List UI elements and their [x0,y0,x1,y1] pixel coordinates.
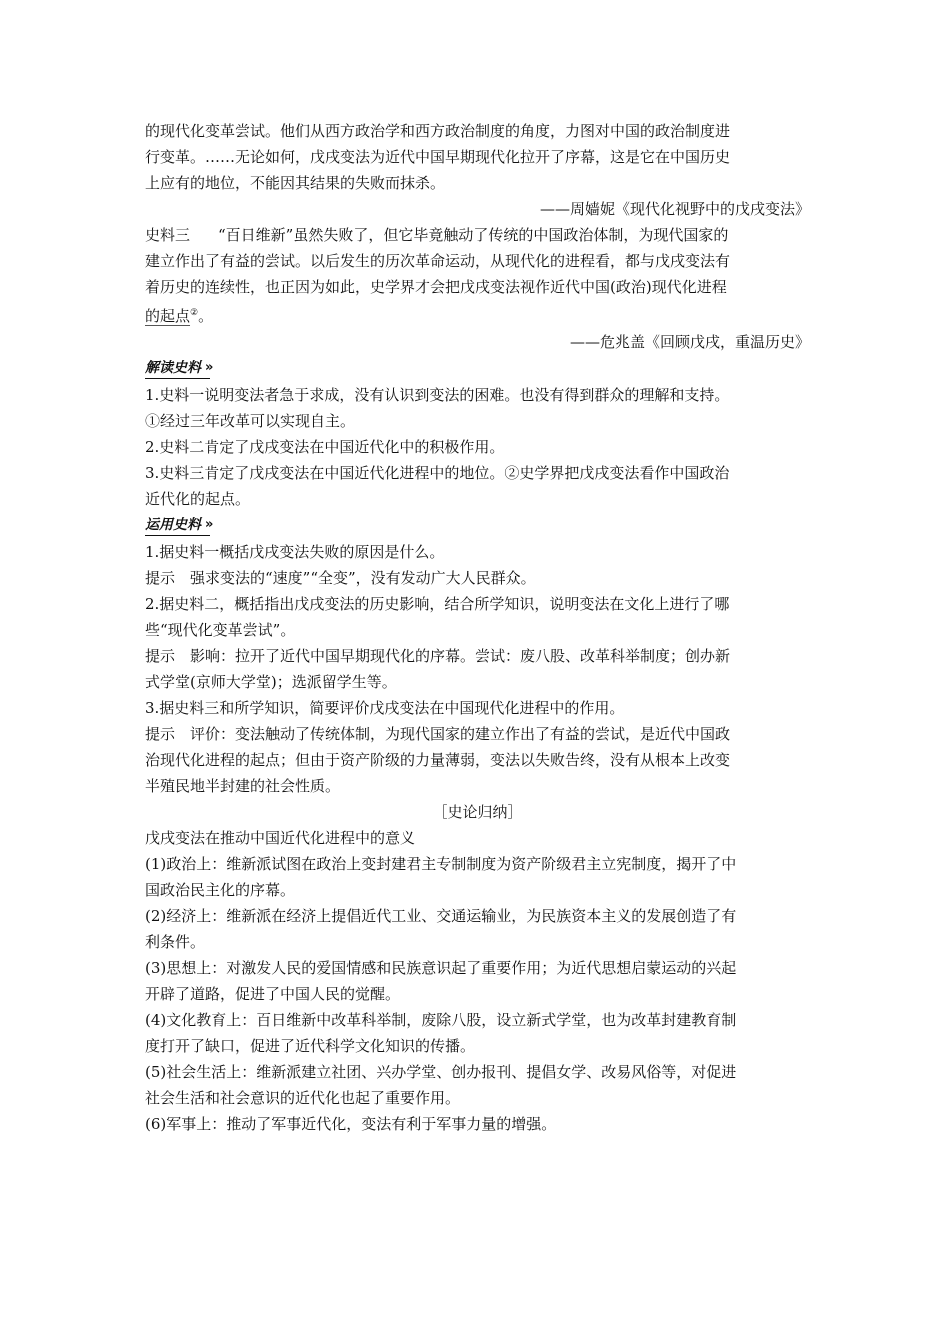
material-three-line: 的起点②。 [145,307,214,325]
summary-line: (6)军事上：推动了军事近代化，变法有利于军事力量的增强。 [145,1115,557,1133]
document-page [145,118,810,1137]
summary-line: 开辟了道路，促进了中国人民的觉醒。 [145,985,401,1003]
double-chevron-icon: » [205,360,211,375]
summary-line: (5)社会生活上：维新派建立社团、兴办学堂、创办报刊、提倡女学、改易风俗等，对促进 [145,1063,737,1081]
material-three-line: 史料三 “百日维新”虽然失败了，但它毕竟触动了传统的中国政治体制，为现代国家的 [145,226,729,244]
material-three-label: 史料三 [145,226,191,244]
interpret-line: 3.史料三肯定了戊戌变法在中国近代化进程中的地位。②史学界把戊戌变法看作中国政治 [145,464,730,482]
material-three-line: 建立作出了有益的尝试。以后发生的历次革命运动，从现代化的进程看，都与戊戌变法有 [145,252,731,270]
interpret-heading: 解读史料 » [145,358,210,379]
apply-line: 些“现代化变革尝试”。 [145,621,296,639]
summary-line: (2)经济上：维新派在经济上提倡近代工业、交通运输业，为民族资本主义的发展创造了有 [145,907,737,925]
source-citation-three: ——危兆盖《回顾戊戌，重温历史》 [569,333,810,351]
interpret-line: 1.史料一说明变法者急于求成，没有认识到变法的困难。也没有得到群众的理解和支持。 [145,386,730,404]
apply-line: 式学堂(京师大学堂)；选派留学生等。 [145,673,397,691]
summary-line: 戊戌变法在推动中国近代化进程中的意义 [145,829,416,847]
summary-line: (1)政治上：维新派试图在政治上变封建君主专制制度为资产阶级君主立宪制度，揭开了中 [145,855,737,873]
apply-line: 1.据史料一概括戊戌变法失败的原因是什么。 [145,543,445,561]
apply-line: 半殖民地半封建的社会性质。 [145,777,341,795]
double-chevron-icon: » [205,517,211,532]
apply-line: 3.据史料三和所学知识，简要评价戊戌变法在中国现代化进程中的作用。 [145,699,625,717]
interpret-line: 2.史料二肯定了戊戌变法在中国近代化中的积极作用。 [145,438,505,456]
starting-point-text: 的起点 [145,307,191,325]
intro-line: 的现代化变革尝试。他们从西方政治学和西方政治制度的角度，力图对中国的政治制度进 [145,122,731,140]
source-citation-two: ——周嫱妮《现代化视野中的戊戌变法》 [539,200,810,218]
apply-line: 提示 强求变法的“速度”“全变”，没有发动广大人民群众。 [145,569,536,587]
summary-line: 国政治民主化的序幕。 [145,881,296,899]
footnote-mark: ② [190,308,199,318]
summary-line: (4)文化教育上：百日维新中改革科举制，废除八股，设立新式学堂，也为改革封建教育制 [145,1011,737,1029]
apply-line: 2.据史料二，概括指出戊戌变法的历史影响，结合所学知识，说明变法在文化上进行了哪 [145,595,730,613]
summary-line: 利条件。 [145,933,206,951]
interpret-line: 近代化的起点。 [145,490,251,508]
apply-line: 治现代化进程的起点；但由于资产阶级的力量薄弱，变法以失败告终，没有从根本上改变 [145,751,731,769]
apply-line: 提示 影响：拉开了近代中国早期现代化的序幕。尝试：废八股、改革科举制度；创办新 [145,647,731,665]
summary-line: (3)思想上：对激发人民的爱国情感和民族意识起了重要作用；为近代思想启蒙运动的兴起 [145,959,737,977]
summary-line: 度打开了缺口，促进了近代科学文化知识的传播。 [145,1037,476,1055]
intro-line: 行变革。……无论如何，戊戌变法为近代中国早期现代化拉开了序幕，这是它在中国历史 [145,148,731,166]
interpret-line: ①经过三年改革可以实现自主。 [145,412,356,430]
apply-heading: 运用史料 » [145,515,210,536]
summary-line: 社会生活和社会意识的近代化也起了重要作用。 [145,1089,461,1107]
material-three-line: 着历史的连续性，也正因为如此，史学界才会把戊戌变法视作近代中国(政治)现代化进程 [145,278,727,296]
intro-line: 上应有的地位，不能因其结果的失败而抹杀。 [145,174,446,192]
summary-title: ［史论归纳］ [432,803,523,821]
apply-line: 提示 评价：变法触动了传统体制，为现代国家的建立作出了有益的尝试，是近代中国政 [145,725,731,743]
